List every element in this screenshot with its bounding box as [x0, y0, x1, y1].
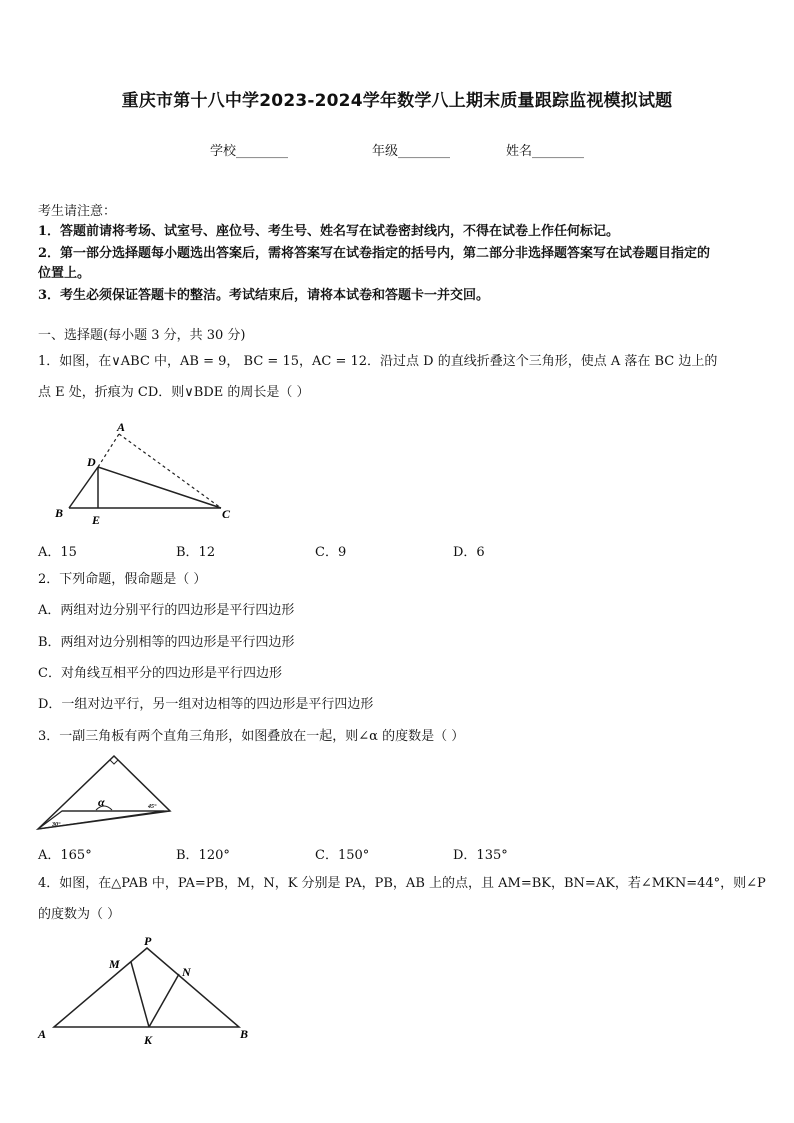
segment-dc [98, 467, 221, 508]
notice-item-3: 3．考生必须保证答题卡的整洁。考试结束后，请将本试卷和答题卡一并交回。 [38, 288, 490, 303]
segment-bd [69, 467, 98, 508]
q2-option-d[interactable]: D．一组对边平行，另一组对边相等的四边形是平行四边形 [38, 697, 374, 712]
dashed-ac [119, 434, 221, 508]
q2-option-c[interactable]: C．对角线互相平分的四边形是平行四边形 [38, 666, 282, 681]
q3-option-a[interactable]: A．165° [38, 848, 92, 863]
q3-option-d[interactable]: D．135° [453, 848, 508, 863]
segment-kn [149, 974, 179, 1027]
label-k: K [144, 1033, 153, 1047]
label-30: 30° [52, 822, 61, 828]
triangle-pab [54, 948, 239, 1027]
label-alpha: α [98, 795, 105, 809]
q3-option-c[interactable]: C．150° [315, 848, 370, 863]
label-a: A [117, 420, 126, 434]
q3-stem: 3．一副三角板有两个直角三角形，如图叠放在一起，则∠α 的度数是（ ） [38, 729, 465, 744]
label-e: E [92, 513, 101, 527]
q2-option-a[interactable]: A．两组对边分别平行的四边形是平行四边形 [38, 603, 295, 618]
dashed-da [98, 434, 119, 467]
q4-figure [34, 930, 258, 1048]
q4-stem-line1: 4．如图，在△PAB 中，PA=PB，M，N，K 分别是 PA，PB，AB 上的点，且 AM=BK，BN=AK，若∠MKN=44°，则∠P [38, 876, 766, 891]
notice-heading: 考生请注意： [38, 204, 117, 219]
q4-stem-line2: 的度数为（ ） [38, 907, 121, 922]
label-c: C [222, 507, 231, 521]
label-a: A [38, 1027, 47, 1041]
q1-option-a[interactable]: A．15 [38, 545, 77, 560]
q1-option-b[interactable]: B．12 [176, 545, 216, 560]
label-45: 45° [148, 804, 157, 810]
label-n: N [182, 965, 191, 979]
label-p: P [144, 934, 152, 948]
q1-figure [48, 418, 248, 530]
page-title: 重庆市第十八中学2023-2024学年数学八上期末质量跟踪监视模拟试题 [121, 91, 673, 111]
right-angle-mark [110, 760, 118, 764]
segment-mk [131, 962, 149, 1027]
label-b: B [240, 1027, 249, 1041]
notice-item-1: 1．答题前请将考场、试室号、座位号、考生号、姓名写在试卷密封线内，不得在试卷上作任何标记。 [38, 224, 620, 239]
section-heading: 一、选择题(每小题 3 分，共 30 分) [38, 328, 246, 343]
q3-figure [34, 750, 176, 832]
notice-item-2: 2．第一部分选择题每小题选出答案后，需将答案写在试卷指定的括号内，第二部分非选择题答案写在试卷题目指定的 [38, 246, 711, 261]
q1-stem-line1: 1．如图，在∨ABC 中，AB = 9， BC = 15，AC = 12．沿过点 D 的直线折叠这个三角形，使点 A 落在 BC 边上的 [38, 354, 718, 369]
school-field: 学校________ [210, 144, 289, 159]
q2-option-b[interactable]: B．两组对边分别相等的四边形是平行四边形 [38, 635, 295, 650]
label-m: M [109, 957, 120, 971]
label-b: B [55, 506, 64, 520]
triangle-45 [38, 756, 170, 829]
name-field: 姓名________ [506, 144, 585, 159]
q1-option-d[interactable]: D．6 [453, 545, 485, 560]
label-d: D [87, 455, 96, 469]
q2-stem: 2．下列命题，假命题是（ ） [38, 572, 207, 587]
notice-item-2-cont: 位置上。 [38, 266, 91, 281]
q1-option-c[interactable]: C．9 [315, 545, 347, 560]
grade-field: 年级________ [372, 144, 451, 159]
q3-option-b[interactable]: B．120° [176, 848, 230, 863]
q1-stem-line2: 点 E 处，折痕为 CD．则∨BDE 的周长是（ ） [38, 385, 310, 400]
